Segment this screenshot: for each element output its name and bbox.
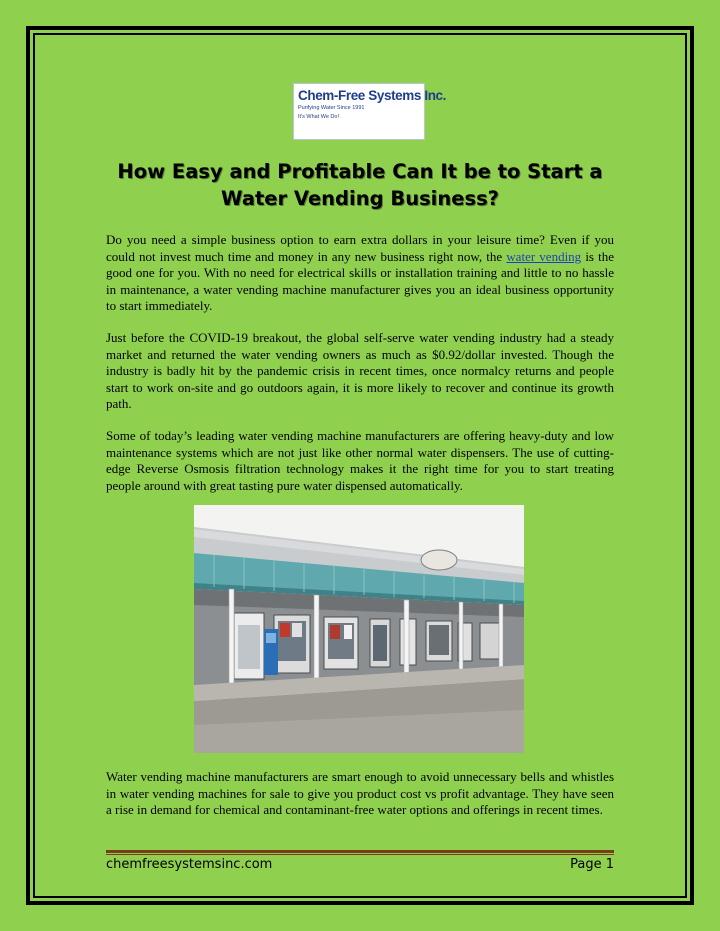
storefront-photo [194, 505, 524, 753]
logo-tagline-2: It's What We Do! [298, 114, 339, 120]
logo-tagline-1: Purifying Water Since 1991 [298, 105, 365, 111]
paragraph-intro-text-2: is the good one for you. With no need for electrical skills or installation training and little to no hassle in maintenance, a water vending machine manufacturer gives you an ideal business opportunity to start immediately. [106, 248, 614, 313]
paragraph-manufacturers: Some of today’s leading water vending machine manufacturers are offering heavy-duty and low maintenance systems which are not just like other normal water dispensers. The use of cutting-edge Reverse Osmosis filtration technology makes it the right time for you to start treating people around with great tasting pure water dispensed automatically. [106, 428, 614, 493]
water-vending-link[interactable]: water vending [506, 248, 582, 264]
company-logo [293, 83, 447, 140]
paragraph-intro-text-1: Do you need a simple business option to earn extra dollars in your leisure time? Even if you could not invest much time and money in any new business right now, the [106, 232, 614, 264]
footer-divider [106, 850, 614, 853]
page-title: How Easy and Profitable Can It be to Start a Water Vending Business? [117, 160, 603, 210]
paragraph-closing: Water vending machine manufacturers are smart enough to avoid unnecessary bells and whistles in water vending machines for sale to give you product cost vs profit advantage. They have seen a rise in demand for chemical and contaminant-free water options and offerings in recent times. [106, 769, 614, 817]
footer-page-number: Page 1 [570, 857, 614, 872]
paragraph-covid: Just before the COVID-19 breakout, the global self-serve water vending industry had a steady market and returned the water vending owners as much as $0.92/dollar invested. Though the industry is badly hit by the pandemic crisis in recent times, once normalcy returns and people start to work on-site and go outdoors again, it is more likely to recover and continue its growth path. [106, 330, 614, 411]
logo-name: Chem-Free Systems Inc. [298, 88, 447, 103]
paragraph-intro [106, 232, 614, 315]
footer-website: chemfreesystemsinc.com [106, 857, 273, 872]
footer-divider-thin [106, 854, 614, 855]
